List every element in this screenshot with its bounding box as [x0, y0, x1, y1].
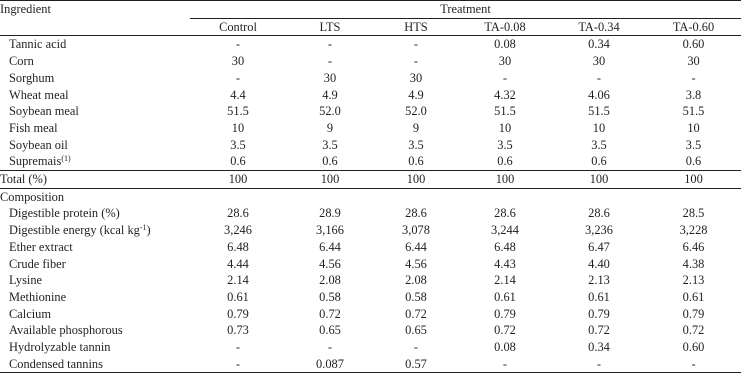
value-cell: 4.9	[322, 87, 338, 102]
value-cell: 0.72	[682, 323, 705, 338]
composition-row	[0, 222, 741, 239]
value-cell: 28.9	[319, 206, 341, 221]
value-cell: 0.72	[319, 306, 341, 321]
value-cell: 6.44	[405, 239, 427, 254]
row-label-text: Hydrolyzable tannin	[9, 340, 111, 355]
value-cell: 3.8	[685, 87, 702, 102]
value-cell: 0.6	[408, 154, 424, 169]
value-cell: 3.5	[685, 137, 702, 152]
empty-cell	[190, 188, 286, 205]
value-cell: 3.5	[230, 137, 246, 152]
row-label	[0, 70, 190, 87]
value-cell: 3,244	[491, 223, 519, 238]
value-cell: -	[502, 70, 508, 85]
value-cell: 51.5	[588, 104, 610, 119]
composition-row	[0, 205, 741, 222]
header-row-2	[0, 18, 741, 36]
row-label-text: Crude fiber	[9, 256, 66, 271]
value-cell: 2.13	[588, 273, 610, 288]
footnote-superscript: (1)	[61, 154, 71, 164]
value-cell: -	[190, 356, 286, 373]
footnote-superscript: -1	[139, 223, 147, 233]
composition-section-row	[0, 188, 741, 205]
value-cell: 0.60	[682, 340, 705, 355]
row-label-suffix: )	[146, 223, 151, 238]
col-header-hts: HTS	[374, 18, 458, 36]
row-label-text: Available phosphorous	[9, 323, 123, 338]
value-cell: 0.6	[322, 154, 338, 169]
value-cell: 3.5	[408, 137, 424, 152]
composition-row	[0, 256, 741, 273]
empty-cell	[374, 188, 458, 205]
empty-cell	[552, 188, 646, 205]
value-cell: 0.72	[494, 323, 516, 338]
row-label	[0, 103, 190, 120]
value-cell: -	[413, 54, 419, 69]
value-cell: 6.48	[227, 239, 249, 254]
ingredient-row	[0, 70, 741, 87]
composition-row	[0, 339, 741, 356]
value-cell: 6.46	[682, 239, 705, 254]
empty-cell	[458, 188, 552, 205]
value-cell: 0.6	[685, 154, 702, 169]
ingredient-header: Ingredient	[0, 1, 190, 19]
ingredient-row	[0, 36, 741, 53]
value-cell: 4.56	[319, 256, 341, 271]
value-cell: 0.6	[497, 154, 513, 169]
value-cell: 51.5	[682, 104, 705, 119]
value-cell: 28.6	[494, 206, 516, 221]
value-cell: 52.0	[405, 104, 427, 119]
value-cell: 3.5	[591, 137, 607, 152]
composition-row	[0, 272, 741, 289]
value-cell: -	[413, 340, 419, 355]
value-cell: 51.5	[227, 104, 249, 119]
col-header-ta-034: TA-0.34	[552, 18, 646, 36]
value-cell: -	[327, 340, 333, 355]
col-header-lts: LTS	[286, 18, 374, 36]
row-label-text: Fish meal	[9, 120, 58, 135]
row-label	[0, 256, 190, 273]
value-cell: 30	[498, 54, 512, 69]
value-cell: 0.73	[227, 323, 249, 338]
composition-row	[0, 289, 741, 306]
row-label	[0, 53, 190, 70]
row-label	[0, 87, 190, 104]
value-cell: 100	[374, 171, 458, 189]
row-label	[0, 272, 190, 289]
row-label-text: Condensed tannins	[9, 356, 103, 371]
value-cell: 4.06	[588, 87, 610, 102]
row-label-text: Calcium	[9, 306, 51, 321]
value-cell: 0.65	[319, 323, 341, 338]
value-cell: 9	[326, 120, 334, 135]
value-cell: 100	[190, 171, 286, 189]
composition-row	[0, 306, 741, 323]
value-cell: 2.14	[227, 273, 249, 288]
value-cell: -	[413, 37, 419, 52]
value-cell: 2.13	[682, 273, 705, 288]
value-cell: 2.14	[494, 273, 516, 288]
col-header-control: Control	[190, 18, 286, 36]
value-cell: 4.44	[227, 256, 249, 271]
value-cell: 4.40	[588, 256, 610, 271]
row-label-text: Ether extract	[9, 239, 73, 254]
header-spacer	[0, 18, 190, 36]
composition-row	[0, 356, 741, 373]
value-cell: 0.60	[682, 37, 705, 52]
value-cell: 0.61	[227, 289, 249, 304]
value-cell: 0.6	[591, 154, 607, 169]
treatment-header: Treatment	[190, 1, 741, 19]
value-cell: 6.44	[319, 239, 341, 254]
ingredient-row	[0, 120, 741, 137]
value-cell: 3,078	[402, 223, 430, 238]
total-row	[0, 171, 741, 189]
value-cell: -	[235, 70, 241, 85]
value-cell: 100	[552, 171, 646, 189]
value-cell: 4.56	[405, 256, 427, 271]
row-label	[0, 356, 190, 373]
value-cell: 51.5	[494, 104, 516, 119]
header-row-1	[0, 1, 741, 19]
row-label	[0, 306, 190, 323]
value-cell: 28.6	[227, 206, 249, 221]
row-label	[0, 205, 190, 222]
value-cell: 3.5	[322, 137, 338, 152]
empty-cell	[646, 188, 741, 205]
row-label	[0, 120, 190, 137]
value-cell: 0.72	[588, 323, 610, 338]
value-cell: 6.47	[588, 239, 610, 254]
row-label-text: Soybean oil	[9, 137, 68, 152]
value-cell: 0.34	[588, 340, 610, 355]
value-cell: 52.0	[319, 104, 341, 119]
col-header-ta-008: TA-0.08	[458, 18, 552, 36]
row-label-text: Supremais	[9, 154, 62, 169]
row-label	[0, 171, 190, 189]
value-cell: 0.08	[494, 37, 516, 52]
composition-row	[0, 322, 741, 339]
value-cell: 2.08	[319, 273, 341, 288]
value-cell: 2.08	[405, 273, 427, 288]
row-label-text: Sorghum	[9, 70, 55, 85]
value-cell: -	[327, 37, 333, 52]
row-label	[0, 239, 190, 256]
value-cell: 4.9	[408, 87, 424, 102]
value-cell: 4.4	[230, 87, 246, 102]
row-label-text: Soybean meal	[9, 104, 79, 119]
value-cell: 0.79	[682, 306, 705, 321]
value-cell: -	[646, 356, 741, 373]
value-cell: -	[235, 340, 241, 355]
ingredient-row	[0, 87, 741, 104]
col-header-ta-060: TA-0.60	[646, 18, 741, 36]
row-label-text: Methionine	[9, 289, 67, 304]
value-cell: 100	[286, 171, 374, 189]
value-cell: 100	[646, 171, 741, 189]
value-cell: 30	[687, 54, 700, 69]
value-cell: 3.5	[497, 137, 513, 152]
value-cell: 0.61	[682, 289, 705, 304]
value-cell: 3,236	[585, 223, 613, 238]
value-cell: 4.43	[494, 256, 516, 271]
ingredient-row	[0, 153, 741, 170]
row-label	[0, 137, 190, 154]
value-cell: 28.6	[588, 206, 610, 221]
row-label	[0, 153, 190, 170]
ingredient-row	[0, 137, 741, 154]
value-cell: 0.57	[374, 356, 458, 373]
value-cell: 30	[231, 54, 245, 69]
value-cell: 30	[409, 70, 423, 85]
value-cell: 0.79	[494, 306, 516, 321]
value-cell: 30	[592, 54, 606, 69]
value-cell: 0.65	[405, 323, 427, 338]
value-cell: 4.32	[494, 87, 516, 102]
row-label	[0, 222, 190, 239]
composition-row	[0, 239, 741, 256]
value-cell: -	[327, 54, 333, 69]
ingredient-row	[0, 103, 741, 120]
value-cell: 10	[498, 120, 512, 135]
value-cell: 0.79	[227, 306, 249, 321]
value-cell: 6.48	[494, 239, 516, 254]
value-cell: 0.58	[319, 289, 341, 304]
value-cell: 100	[458, 171, 552, 189]
row-label	[0, 36, 190, 53]
value-cell: 28.6	[405, 206, 427, 221]
empty-cell	[286, 188, 374, 205]
value-cell: 30	[323, 70, 337, 85]
value-cell: 3,228	[679, 223, 708, 238]
value-cell: 0.61	[588, 289, 610, 304]
row-label-text: Corn	[9, 54, 34, 69]
row-label	[0, 289, 190, 306]
row-label	[0, 339, 190, 356]
composition-label: Composition	[0, 189, 65, 204]
value-cell: 0.087	[286, 356, 374, 373]
row-label-text: Digestible protein (%)	[9, 206, 120, 221]
value-cell: 0.72	[405, 306, 427, 321]
row-label-text: Tannic acid	[9, 37, 67, 52]
value-cell: -	[235, 37, 241, 52]
row-label	[0, 322, 190, 339]
value-cell: 10	[687, 120, 700, 135]
value-cell: 3,246	[224, 223, 252, 238]
row-label-text: Lysine	[9, 273, 43, 288]
value-cell: 0.79	[588, 306, 610, 321]
value-cell: 3,166	[316, 223, 344, 238]
value-cell: 9	[412, 120, 420, 135]
row-label-text: Wheat meal	[9, 87, 69, 102]
row-label-text: Digestible energy (kcal kg	[9, 223, 140, 238]
value-cell: 0.08	[494, 340, 516, 355]
row-label-text: Total (%)	[0, 172, 47, 187]
value-cell: 10	[592, 120, 606, 135]
value-cell: -	[596, 70, 602, 85]
value-cell: 4.38	[682, 256, 705, 271]
ingredient-row	[0, 53, 741, 70]
value-cell: -	[691, 70, 696, 85]
value-cell: 0.58	[405, 289, 427, 304]
value-cell: 28.5	[682, 206, 705, 221]
value-cell: -	[458, 356, 552, 373]
value-cell: 10	[231, 120, 245, 135]
value-cell: 0.6	[230, 154, 246, 169]
value-cell: 0.61	[494, 289, 516, 304]
value-cell: -	[552, 356, 646, 373]
value-cell: 0.34	[588, 37, 610, 52]
